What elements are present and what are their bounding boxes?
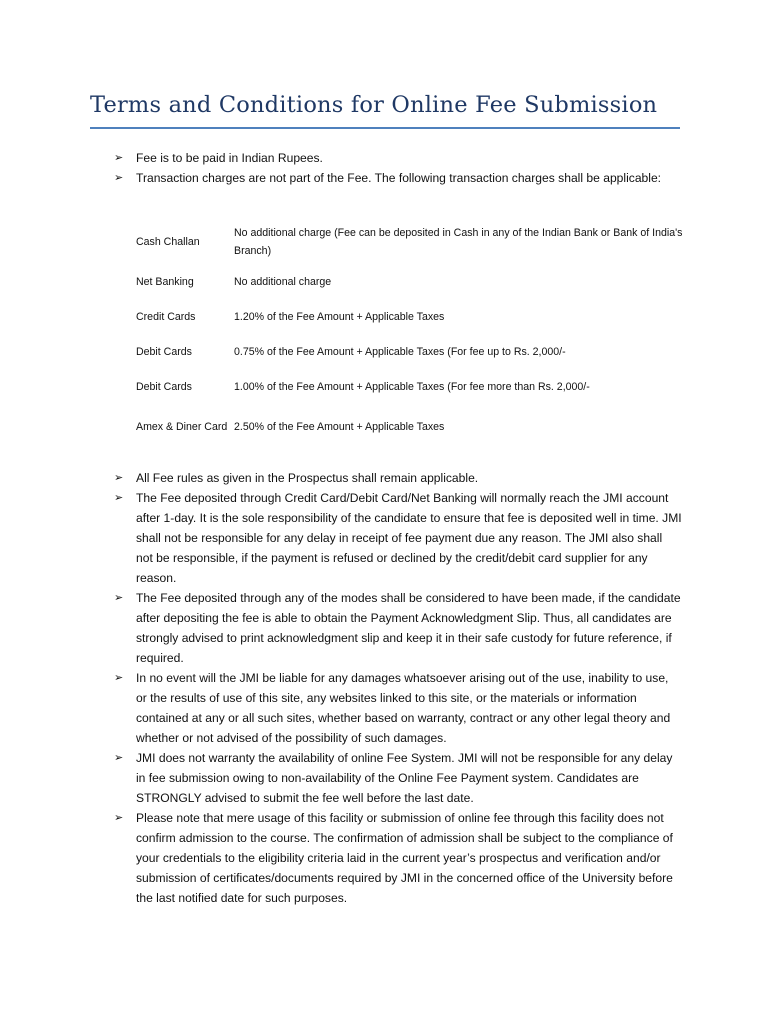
payment-mode-cell: Debit Cards: [136, 380, 192, 393]
charge-cell: 0.75% of the Fee Amount + Applicable Taxes (For fee up to Rs. 2,000/-: [234, 345, 566, 358]
list-item-text: Fee is to be paid in Indian Rupees.: [136, 151, 323, 165]
list-item: [0, 168, 768, 188]
table-row: [136, 334, 696, 369]
arrow-bullet-icon: ➢: [114, 752, 124, 764]
table-row: [136, 264, 696, 299]
arrow-bullet-icon: ➢: [114, 472, 124, 484]
payment-mode-cell: Credit Cards: [136, 310, 196, 323]
list-item: [0, 468, 768, 488]
intro-list: [0, 148, 768, 188]
list-item: [0, 488, 768, 588]
arrow-bullet-icon: ➢: [114, 172, 124, 184]
list-item-text: Please note that mere usage of this facility or submission of online fee through this facility does not confirm admission to the course. The confirmation of admission shall be subject to the compliance of your credentials to the eligibility criteria laid in the current year’s prospectus and verification and/or submission of certificates/documents required by JMI in the concerned office of the University before the last notified date for such purposes.: [136, 811, 673, 905]
list-item-text: JMI does not warranty the availability of online Fee System. JMI will not be responsible for any delay in fee submission owing to non-availability of the Online Fee Payment system. Candidates are STRONGLY advised to submit the fee well before the last date.: [136, 751, 673, 805]
arrow-bullet-icon: ➢: [114, 492, 124, 504]
charge-cell: No additional charge (Fee can be deposited in Cash in any of the Indian Bank or Bank of India's Branch): [234, 227, 683, 257]
arrow-bullet-icon: ➢: [114, 812, 124, 824]
arrow-bullet-icon: ➢: [114, 592, 124, 604]
list-item: [0, 668, 768, 748]
list-item: [0, 148, 768, 168]
payment-mode-cell: Net Banking: [136, 275, 194, 288]
list-item-text: The Fee deposited through any of the modes shall be considered to have been made, if the candidate after depositing the fee is able to obtain the Payment Acknowledgment Slip. Thus, all candidates are strongly advised to print acknowledgment slip and keep it in their safe custody for future reference, if required.: [136, 591, 681, 665]
charge-cell: No additional charge: [234, 275, 332, 288]
payment-mode-cell: Amex & Diner Card: [136, 421, 228, 433]
arrow-bullet-icon: ➢: [114, 672, 124, 684]
list-item: [0, 808, 768, 908]
table-row: [136, 404, 696, 450]
list-item-text: The Fee deposited through Credit Card/Debit Card/Net Banking will normally reach the JMI account after 1-day. It is the sole responsibility of the candidate to ensure that fee is deposited well in time. JMI shall not be responsible for any delay in receipt of fee payment due any reason. The JMI also shall not be responsible, if the payment is refused or declined by the credit/debit card supplier for any reason.: [136, 491, 682, 585]
charge-cell: 1.20% of the Fee Amount + Applicable Taxes: [234, 310, 445, 323]
page-title: Terms and Conditions for Online Fee Submission: [90, 92, 658, 118]
table-row: [136, 299, 696, 334]
payment-mode-cell: Debit Cards: [136, 345, 192, 358]
list-item: [0, 748, 768, 808]
charge-cell: 2.50% of the Fee Amount + Applicable Taxes: [234, 421, 445, 433]
list-item-text: In no event will the JMI be liable for any damages whatsoever arising out of the use, inability to use, or the results of use of this site, any websites linked to this site, or the materials or information contained at any or all such sites, whether based on warranty, contract or any other legal theory and whether or not advised of the possibility of such damages.: [136, 671, 671, 745]
payment-mode-cell: Cash Challan: [136, 236, 200, 248]
list-item: [0, 588, 768, 668]
arrow-bullet-icon: ➢: [114, 152, 124, 164]
rules-list: [0, 468, 768, 908]
list-item-text: Transaction charges are not part of the Fee. The following transaction charges shall be applicable:: [136, 171, 662, 185]
title-underline: [90, 127, 680, 129]
table-row: [136, 369, 696, 404]
transaction-charges-table: [136, 220, 696, 450]
charge-cell: 1.00% of the Fee Amount + Applicable Taxes (For fee more than Rs. 2,000/-: [234, 380, 590, 393]
list-item-text: All Fee rules as given in the Prospectus shall remain applicable.: [136, 471, 479, 485]
table-row: [136, 220, 696, 264]
